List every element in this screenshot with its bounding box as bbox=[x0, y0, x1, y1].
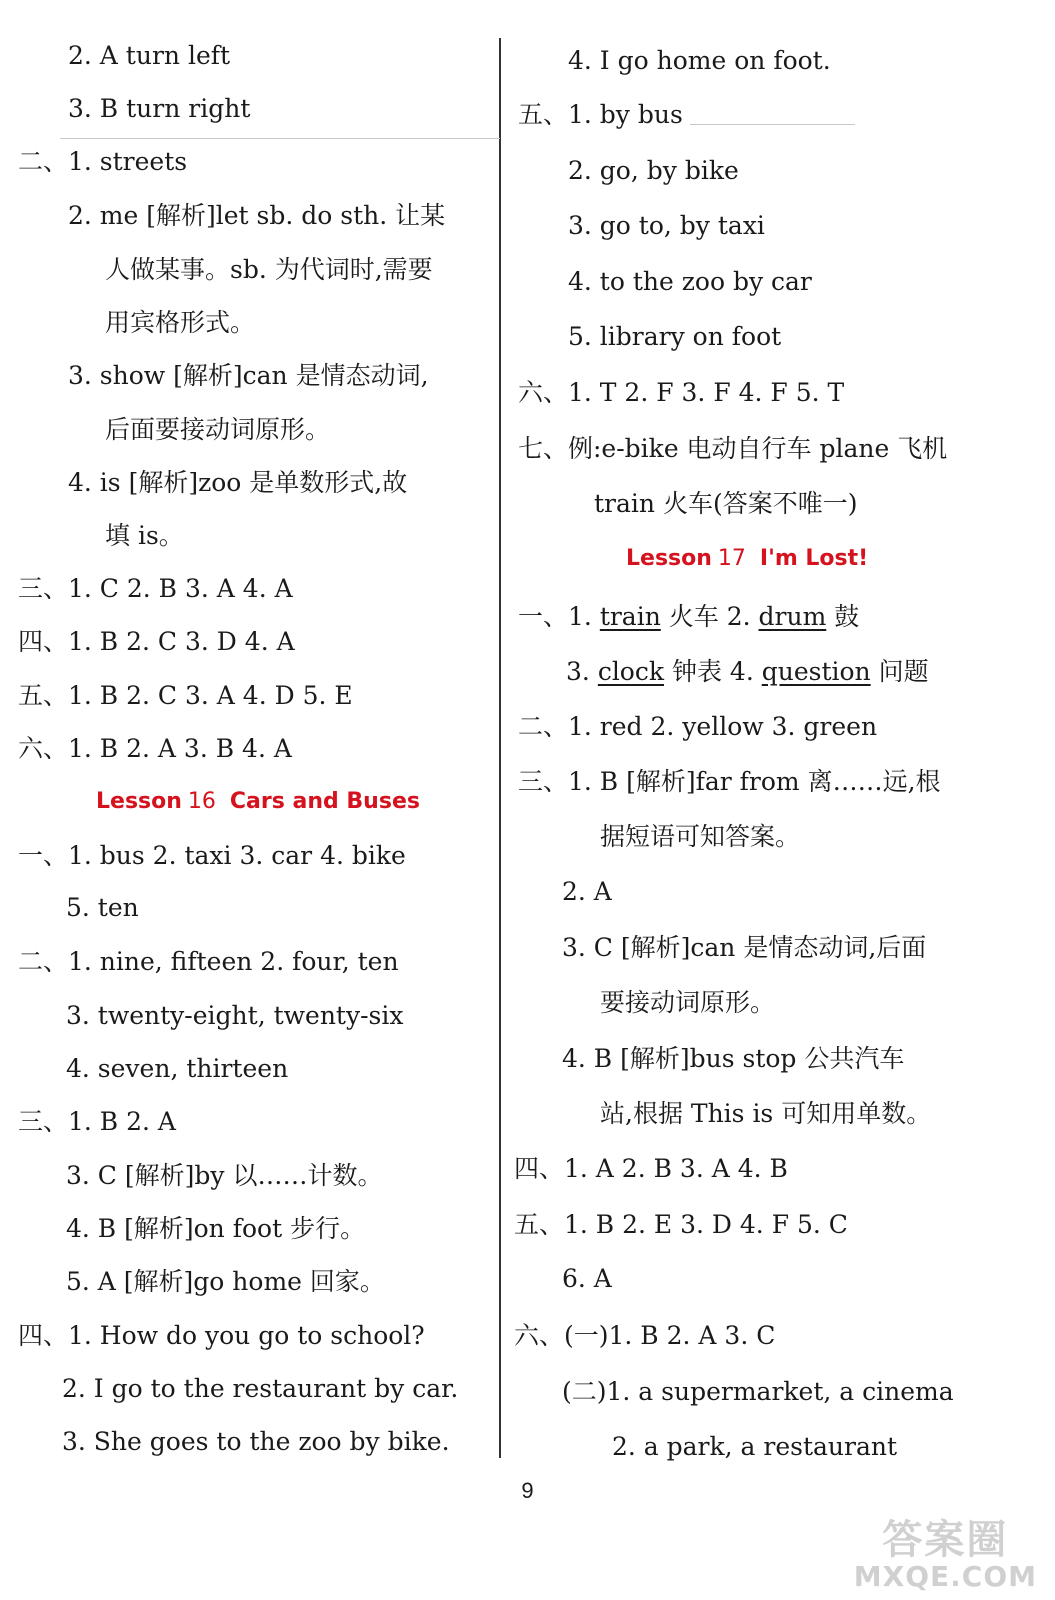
answer-line: 五、1. B 2. C 3. A 4. D 5. E bbox=[18, 681, 353, 710]
answer-line: 3. C [解析]by 以……计数。 bbox=[66, 1161, 383, 1190]
answer-line: 站,根据 This is 可知用单数。 bbox=[600, 1099, 932, 1128]
answer-line bbox=[566, 656, 929, 688]
answer-prefix: 3. bbox=[566, 657, 598, 686]
underlined-word: drum bbox=[758, 602, 827, 631]
answer-prefix: 一、1. bbox=[518, 602, 600, 631]
answer-line bbox=[518, 601, 859, 633]
answer-line: 3. B turn right bbox=[68, 94, 251, 123]
answer-line: 3. go to, by taxi bbox=[568, 211, 765, 240]
answer-line: 3. She goes to the zoo by bike. bbox=[62, 1427, 450, 1456]
lesson-number: 17 bbox=[717, 546, 746, 571]
answer-line: 4. B [解析]on foot 步行。 bbox=[66, 1214, 366, 1243]
answer-line: 三、1. C 2. B 3. A 4. A bbox=[18, 574, 293, 603]
answer-line: 后面要接动词原形。 bbox=[105, 415, 331, 444]
lesson-title: Cars and Buses bbox=[229, 789, 420, 814]
watermark-logo bbox=[854, 1518, 1037, 1592]
faint-rule bbox=[60, 138, 500, 139]
answer-line: 六、1. T 2. F 3. F 4. F 5. T bbox=[518, 378, 845, 407]
answer-line: 人做某事。sb. 为代词时,需要 bbox=[105, 255, 433, 284]
answer-line: 一、1. bus 2. taxi 3. car 4. bike bbox=[18, 841, 406, 870]
answer-line: 四、1. How do you go to school? bbox=[18, 1321, 425, 1350]
answer-line: 2. go, by bike bbox=[568, 156, 739, 185]
answer-line: 4. to the zoo by car bbox=[568, 267, 812, 296]
answer-text: 鼓 bbox=[826, 602, 860, 631]
answer-line: 五、1. B 2. E 3. D 4. F 5. C bbox=[514, 1210, 848, 1239]
answer-line: 要接动词原形。 bbox=[600, 988, 776, 1017]
watermark-top: 答案圈 bbox=[882, 1517, 1009, 1563]
faint-rule bbox=[690, 124, 855, 125]
answer-line: 3. twenty-eight, twenty-six bbox=[66, 1001, 404, 1030]
answer-line: 4. seven, thirteen bbox=[66, 1054, 289, 1083]
answer-line: 5. A [解析]go home 回家。 bbox=[66, 1267, 385, 1296]
answer-text: 火车 2. bbox=[660, 602, 759, 631]
answer-line: 三、1. B [解析]far from 离……远,根 bbox=[518, 767, 941, 796]
answer-line: 4. B [解析]bus stop 公共汽车 bbox=[562, 1044, 905, 1073]
answer-line: 据短语可知答案。 bbox=[600, 822, 801, 851]
answer-line: 2. I go to the restaurant by car. bbox=[62, 1374, 459, 1403]
answer-line: 四、1. A 2. B 3. A 4. B bbox=[514, 1154, 788, 1183]
lesson-17-heading bbox=[626, 543, 868, 575]
watermark-bottom: MXQE.COM bbox=[853, 1560, 1037, 1593]
answer-line: 四、1. B 2. C 3. D 4. A bbox=[18, 627, 295, 656]
lesson-number: 16 bbox=[187, 789, 216, 814]
answer-line: 2. me [解析]let sb. do sth. 让某 bbox=[68, 201, 446, 230]
answer-line: 3. C [解析]can 是情态动词,后面 bbox=[562, 933, 927, 962]
lesson-word: Lesson bbox=[96, 789, 182, 814]
answer-line: 2. A bbox=[562, 877, 612, 906]
answer-text: 钟表 4. bbox=[664, 657, 762, 686]
answer-line: 5. library on foot bbox=[568, 322, 782, 351]
underlined-word: question bbox=[761, 657, 871, 686]
answer-line: 5. ten bbox=[66, 893, 139, 922]
lesson-16-heading bbox=[96, 786, 420, 818]
answer-line: 三、1. B 2. A bbox=[18, 1107, 176, 1136]
answer-line: 6. A bbox=[562, 1264, 612, 1293]
underlined-word: train bbox=[599, 602, 661, 631]
answer-line: 2. a park, a restaurant bbox=[612, 1432, 898, 1461]
page-number: 9 bbox=[521, 1478, 534, 1503]
answer-line: 3. show [解析]can 是情态动词, bbox=[68, 361, 429, 390]
answer-line: 二、1. streets bbox=[18, 147, 188, 176]
underlined-word: clock bbox=[597, 657, 665, 686]
answer-line: 二、1. nine, fifteen 2. four, ten bbox=[18, 947, 399, 976]
lesson-word: Lesson bbox=[626, 546, 712, 571]
answer-line: 2. A turn left bbox=[68, 41, 231, 70]
answer-line: 六、1. B 2. A 3. B 4. A bbox=[18, 734, 292, 763]
answer-line: 4. is [解析]zoo 是单数形式,故 bbox=[68, 468, 408, 497]
lesson-title: I'm Lost! bbox=[759, 546, 869, 571]
answer-line: 填 is。 bbox=[105, 521, 184, 550]
answer-line: (二)1. a supermarket, a cinema bbox=[562, 1377, 954, 1406]
answer-line: 六、(一)1. B 2. A 3. C bbox=[514, 1321, 776, 1350]
answer-line: 4. I go home on foot. bbox=[568, 46, 831, 75]
answer-line: 用宾格形式。 bbox=[105, 308, 256, 337]
answer-line: 五、1. by bus bbox=[518, 100, 683, 129]
column-divider bbox=[499, 38, 501, 1458]
answer-line: 七、例:e-bike 电动自行车 plane 飞机 bbox=[518, 434, 948, 463]
answer-line: train 火车(答案不唯一) bbox=[594, 489, 858, 518]
answer-line: 二、1. red 2. yellow 3. green bbox=[518, 712, 878, 741]
answer-text: 问题 bbox=[870, 657, 929, 686]
